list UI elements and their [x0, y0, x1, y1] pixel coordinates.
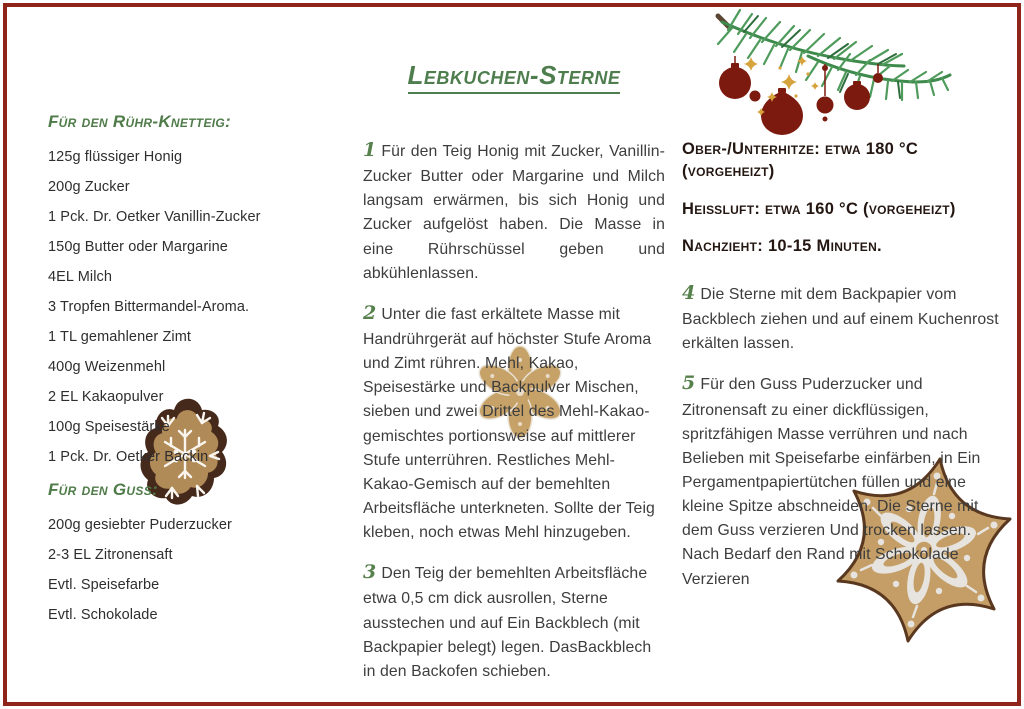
- ingredients-heading-guss: Für den Guss:: [48, 480, 158, 499]
- baking-info-top-bottom-heat: Ober-/Unterhitze: etwa 180 °C (vorgeheizt): [682, 140, 919, 181]
- ingredient-list-guss: [48, 518, 330, 623]
- step-1: [363, 136, 665, 286]
- step-4-text: Die Sterne mit dem Backpapier vom Backblech ziehen und auf einem Kuchenrost erkälten lassen.: [682, 286, 999, 353]
- pine-branch-illustration: [688, 4, 1018, 136]
- ingredient-item: Evtl. Speisefarbe: [48, 577, 160, 593]
- ingredient-item: 4EL Milch: [48, 269, 113, 285]
- step-2-number: 2: [363, 301, 377, 324]
- ingredient-item: 400g Weizenmehl: [48, 359, 166, 375]
- ingredient-item: 1 Pck. Dr. Oetker Backin: [48, 449, 209, 465]
- title-wrap: [363, 60, 665, 94]
- step-4: [682, 279, 1006, 356]
- ingredient-item: 2 EL Kakaopulver: [48, 389, 164, 405]
- ingredient-item: 1 Pck. Dr. Oetker Vanillin-Zucker: [48, 209, 261, 225]
- ingredient-item: 3 Tropfen Bittermandel-Aroma.: [48, 299, 250, 315]
- step-3-text: Den Teig der bemehlten Arbeitsfläche etwa 0,5 cm dick ausrollen, Sterne ausstechen und auf Ein Backblech (mit Backpapier belegt) legen. DasBackblech in den Backofen schieben.: [363, 565, 652, 680]
- ingredient-item: Evtl. Schokolade: [48, 607, 158, 623]
- step-3: [363, 558, 665, 684]
- step-1-number: 1: [363, 139, 377, 161]
- ingredient-item: 100g Speisestärke: [48, 419, 170, 435]
- ingredient-item: 1 TL gemahlener Zimt: [48, 329, 192, 345]
- baking-column: [682, 138, 1006, 605]
- baking-info-convection: Heißluft: etwa 160 °C (vorgeheizt): [682, 199, 956, 218]
- step-2: [363, 299, 665, 545]
- step-2-text: Unter die fast erkältete Masse mit Handrührgerät auf höchster Stufe Aroma und Zimt rühren. Mehl, Kakao, Speisestärke und Backpulver Mischen, sieben und zwei Drittel des Mehl-Kakao-gemischtes portionsweise auf mittlerer Stufe unterrühren. Restliches Mehl-Kakao-Gemisch auf der bemehlten Arbeitsfläche unterkneten. Sollte der Teig kleben, noch etwas Mehl hinzugeben.: [363, 305, 655, 542]
- ingredient-item: 200g gesiebter Puderzucker: [48, 517, 232, 533]
- ingredients-column: [48, 112, 330, 638]
- ingredient-item: 150g Butter oder Margarine: [48, 239, 228, 255]
- baking-info-time: Nachzieht: 10-15 Minuten.: [682, 236, 882, 255]
- instructions-column: [363, 60, 665, 697]
- step-1-text: Für den Teig Honig mit Zucker, Vanillin-Zucker Butter oder Margarine und Milch langsam erwärmen, bis sich Honig und Zucker aufgelöst haben. Die Masse in eine Rührschüssel geben und abkühlenlassen.: [363, 143, 665, 282]
- step-4-number: 4: [682, 282, 696, 305]
- ingredient-list-teig: [48, 150, 330, 465]
- ingredients-heading-teig: Für den Rühr-Knetteig:: [48, 112, 231, 131]
- ingredient-item: 200g Zucker: [48, 179, 130, 195]
- right-steps: [682, 279, 1006, 592]
- page-title: Lebkuchen-Sterne: [408, 60, 621, 94]
- ingredient-item: 125g flüssiger Honig: [48, 149, 183, 165]
- step-5-text: Für den Guss Puderzucker und Zitronensaft zu einer dickflüssigen, spritzfähigen Masse verrühren und nach Belieben mit Speisefarbe einfärben, in Ein Pergamentpapiertütchen füllen und eine kleine Spitze abschneiden. Die Sterne mit dem Guss verzieren Und trocken lassen. Nach Bedarf den Rand mit Schokolade Verzieren: [682, 376, 981, 588]
- step-3-number: 3: [363, 561, 377, 584]
- ingredient-item: 2-3 EL Zitronensaft: [48, 547, 173, 563]
- step-5: [682, 369, 1006, 591]
- step-5-number: 5: [682, 372, 696, 395]
